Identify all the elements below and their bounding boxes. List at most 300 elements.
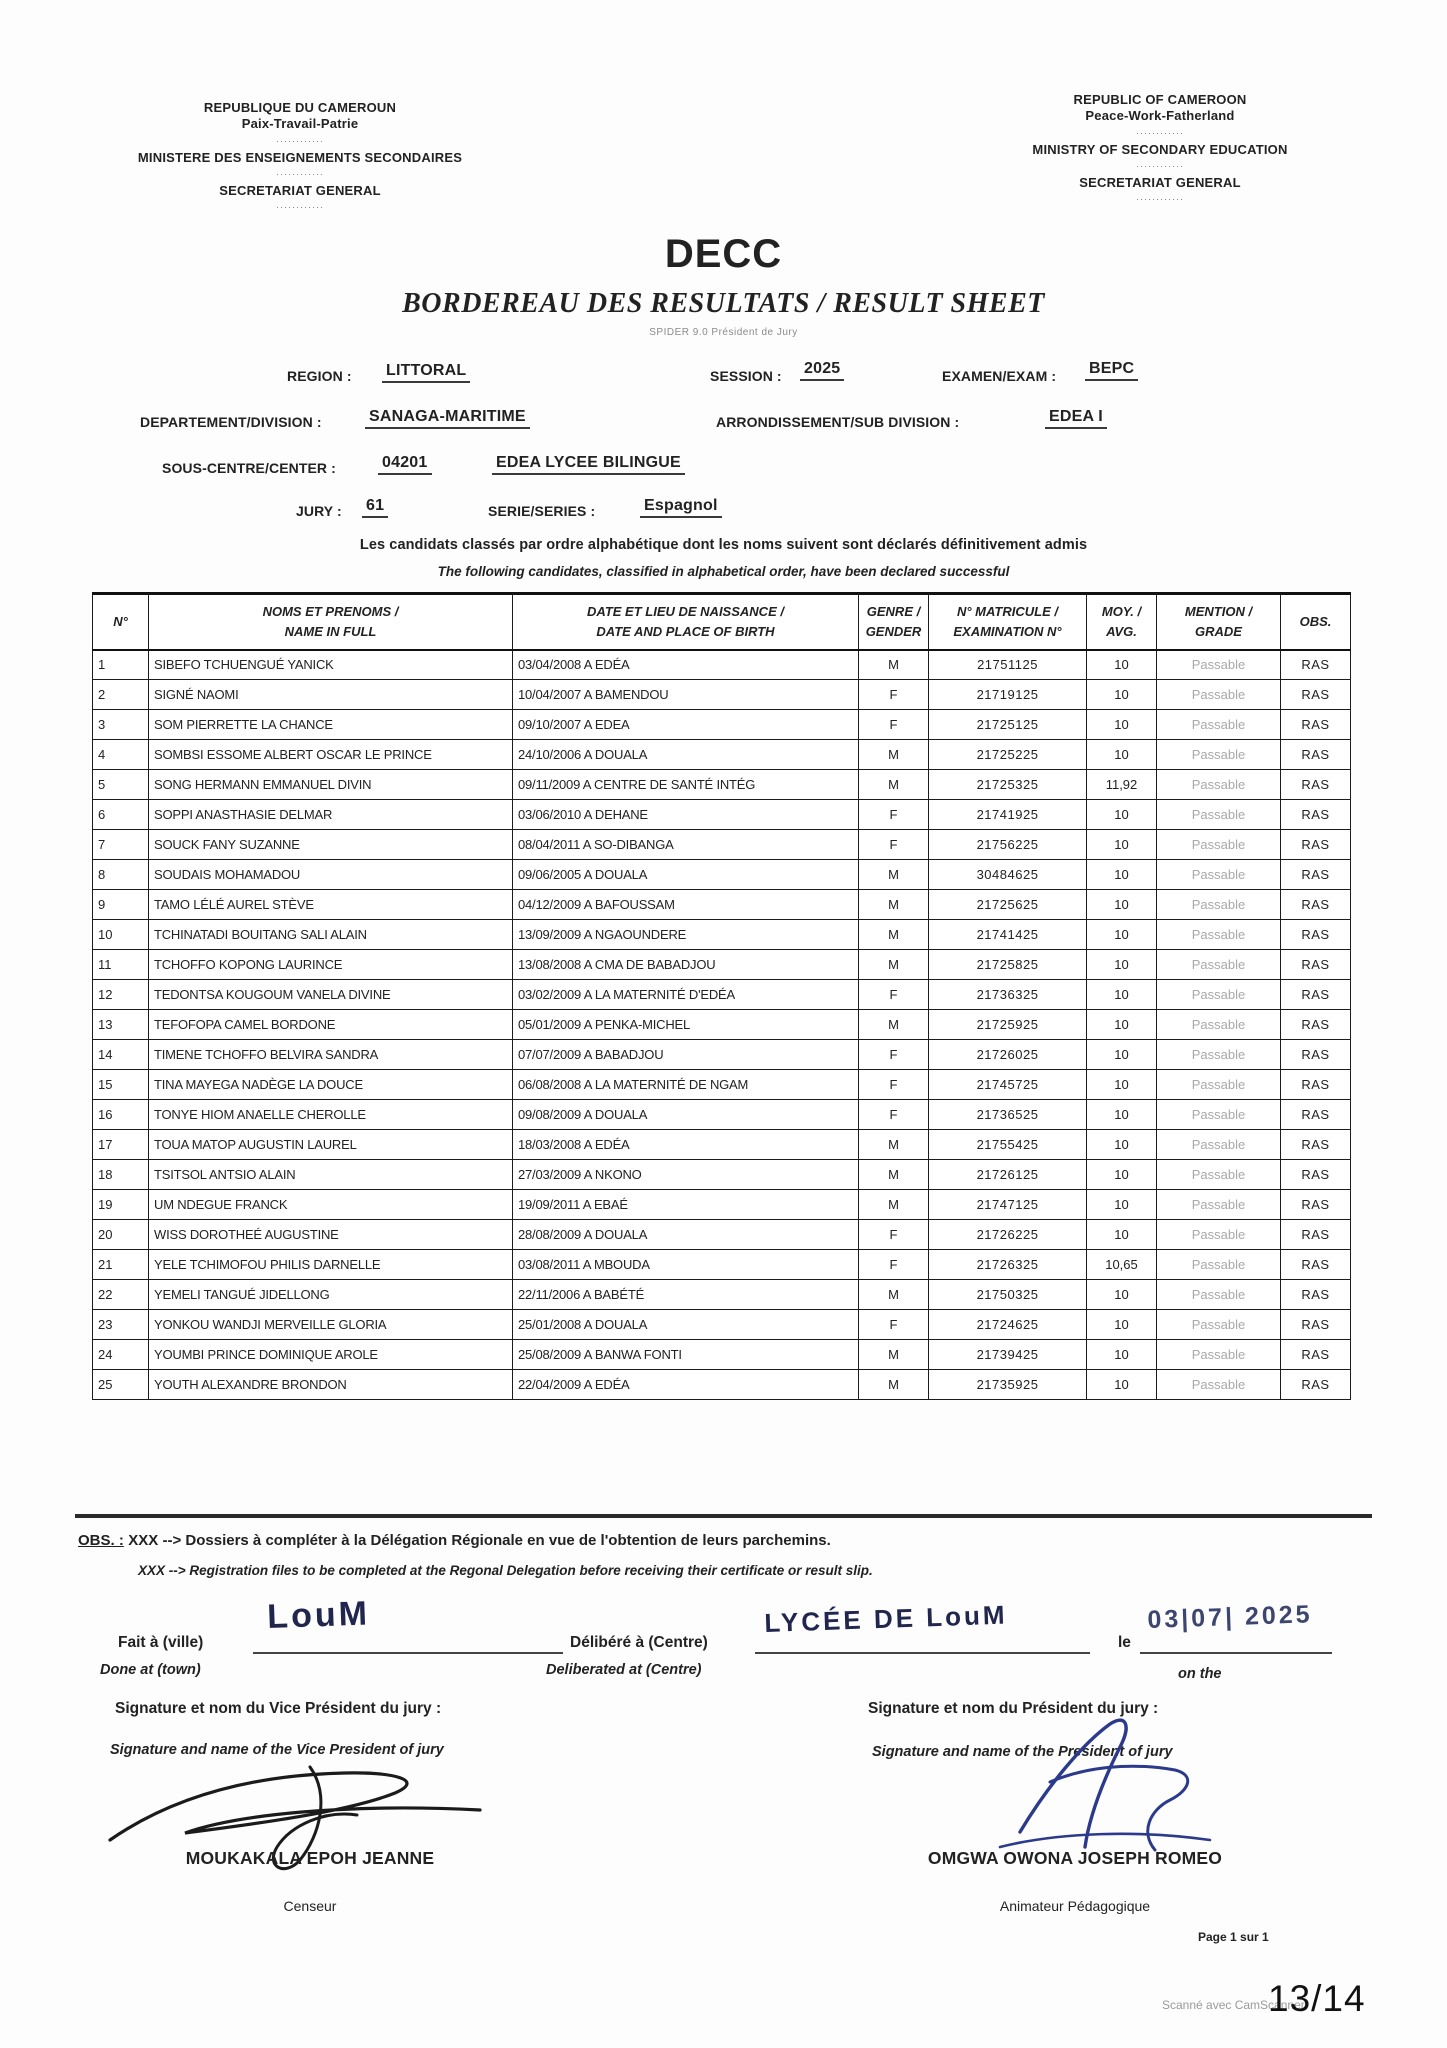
cell-birth: 25/01/2008 A DOUALA: [513, 1310, 859, 1340]
cell-mention: Passable: [1157, 740, 1281, 770]
cell-matricule: 21736525: [929, 1100, 1087, 1130]
cell-gender: M: [859, 920, 929, 950]
cell-matricule: 21747125: [929, 1190, 1087, 1220]
document-title: DECC: [664, 232, 783, 276]
deliberated-at-writing-line: [755, 1652, 1090, 1654]
cell-obs: RAS: [1281, 650, 1351, 680]
cell-gender: F: [859, 800, 929, 830]
separator-dots: ············: [276, 202, 324, 213]
cell-name: TCHOFFO KOPONG LAURINCE: [149, 950, 513, 980]
cell-num: 12: [93, 980, 149, 1010]
cell-avg: 10: [1087, 1160, 1157, 1190]
cell-num: 4: [93, 740, 149, 770]
col-header-matricule: N° MATRICULE / EXAMINATION N°: [929, 594, 1087, 650]
cell-name: YOUMBI PRINCE DOMINIQUE AROLE: [149, 1340, 513, 1370]
cell-gender: F: [859, 1040, 929, 1070]
cell-mention: Passable: [1157, 1160, 1281, 1190]
republic-en: REPUBLIC OF CAMEROON: [1073, 92, 1247, 107]
cell-name: SOUCK FANY SUZANNE: [149, 830, 513, 860]
cell-birth: 24/10/2006 A DOUALA: [513, 740, 859, 770]
cell-name: TSITSOL ANTSIO ALAIN: [149, 1160, 513, 1190]
cell-obs: RAS: [1281, 1250, 1351, 1280]
obs-text-french: XXX --> Dossiers à compléter à la Délégation Régionale en vue de l'obtention de leurs parchemins.: [128, 1532, 831, 1549]
cell-obs: RAS: [1281, 1160, 1351, 1190]
cell-birth: 27/03/2009 A NKONO: [513, 1160, 859, 1190]
separator-dots: ············: [1136, 127, 1184, 138]
cell-name: SOMBSI ESSOME ALBERT OSCAR LE PRINCE: [149, 740, 513, 770]
cell-mention: Passable: [1157, 680, 1281, 710]
table-row: [93, 980, 1351, 1010]
cell-name: SIBEFO TCHUENGUÉ YANICK: [149, 650, 513, 680]
table-row: [93, 920, 1351, 950]
cell-birth: 06/08/2008 A LA MATERNITÉ DE NGAM: [513, 1070, 859, 1100]
cell-num: 16: [93, 1100, 149, 1130]
table-row: [93, 710, 1351, 740]
table-row: [93, 1280, 1351, 1310]
cell-birth: 10/04/2007 A BAMENDOU: [513, 680, 859, 710]
cell-num: 25: [93, 1370, 149, 1400]
region-value: LITTORAL: [382, 362, 470, 383]
cell-birth: 09/10/2007 A EDEA: [513, 710, 859, 740]
cell-mention: Passable: [1157, 890, 1281, 920]
cell-obs: RAS: [1281, 950, 1351, 980]
table-row: [93, 1310, 1351, 1340]
cell-avg: 10: [1087, 680, 1157, 710]
cell-matricule: 21735925: [929, 1370, 1087, 1400]
table-row: [93, 1340, 1351, 1370]
cell-avg: 10: [1087, 980, 1157, 1010]
region-label: REGION :: [287, 368, 352, 384]
session-label: SESSION :: [710, 368, 782, 384]
cell-avg: 10: [1087, 1340, 1157, 1370]
cell-matricule: 21745725: [929, 1070, 1087, 1100]
cell-gender: M: [859, 1280, 929, 1310]
cell-gender: M: [859, 1370, 929, 1400]
cell-mention: Passable: [1157, 1010, 1281, 1040]
cell-obs: RAS: [1281, 1190, 1351, 1220]
cell-avg: 10,65: [1087, 1250, 1157, 1280]
col-header-name: NOMS ET PRENOMS / NAME IN FULL: [149, 594, 513, 650]
letterhead-english: [950, 92, 1370, 208]
obs-text-english: XXX --> Registration files to be completed at the Regonal Delegation before receiving their certificate or result slip.: [138, 1563, 873, 1578]
cell-name: WISS DOROTHEÉ AUGUSTINE: [149, 1220, 513, 1250]
cell-name: TCHINATADI BOUITANG SALI ALAIN: [149, 920, 513, 950]
cell-mention: Passable: [1157, 1220, 1281, 1250]
motto-fr: Paix-Travail-Patrie: [241, 116, 359, 132]
cell-avg: 10: [1087, 920, 1157, 950]
cell-num: 3: [93, 710, 149, 740]
cell-obs: RAS: [1281, 860, 1351, 890]
cell-avg: 10: [1087, 1190, 1157, 1220]
cell-mention: Passable: [1157, 830, 1281, 860]
separator-dots: ············: [276, 168, 324, 179]
cell-matricule: 21741425: [929, 920, 1087, 950]
cell-name: SIGNÉ NAOMI: [149, 680, 513, 710]
president-name: OMGWA OWONA JOSEPH ROMEO: [927, 1848, 1223, 1868]
cell-num: 9: [93, 890, 149, 920]
cell-mention: Passable: [1157, 1280, 1281, 1310]
cell-num: 2: [93, 680, 149, 710]
vice-president-signature-label-en: Signature and name of the Vice President of jury: [110, 1742, 444, 1758]
table-header-row: [93, 594, 1351, 650]
center-name: EDEA LYCEE BILINGUE: [492, 454, 685, 475]
cell-gender: F: [859, 830, 929, 860]
cell-num: 10: [93, 920, 149, 950]
col-header-num: N°: [93, 594, 149, 650]
cell-name: YEMELI TANGUÉ JIDELLONG: [149, 1280, 513, 1310]
table-row: [93, 740, 1351, 770]
ministry-fr: MINISTERE DES ENSEIGNEMENTS SECONDAIRES: [137, 149, 463, 165]
cell-birth: 25/08/2009 A BANWA FONTI: [513, 1340, 859, 1370]
cell-name: YELE TCHIMOFOU PHILIS DARNELLE: [149, 1250, 513, 1280]
cell-birth: 22/11/2006 A BABÉTÉ: [513, 1280, 859, 1310]
cell-obs: RAS: [1281, 1040, 1351, 1070]
cell-birth: 09/06/2005 A DOUALA: [513, 860, 859, 890]
table-row: [93, 1160, 1351, 1190]
cell-obs: RAS: [1281, 1220, 1351, 1250]
table-row: [93, 800, 1351, 830]
cell-obs: RAS: [1281, 890, 1351, 920]
cell-num: 7: [93, 830, 149, 860]
cell-matricule: 21719125: [929, 680, 1087, 710]
cell-avg: 10: [1087, 740, 1157, 770]
cell-avg: 10: [1087, 710, 1157, 740]
cell-birth: 28/08/2009 A DOUALA: [513, 1220, 859, 1250]
division-label: DEPARTEMENT/DIVISION :: [140, 414, 322, 430]
cell-num: 14: [93, 1040, 149, 1070]
cell-obs: RAS: [1281, 770, 1351, 800]
cell-birth: 03/02/2009 A LA MATERNITÉ D'EDÉA: [513, 980, 859, 1010]
cell-obs: RAS: [1281, 1310, 1351, 1340]
cell-birth: 13/09/2009 A NGAOUNDERE: [513, 920, 859, 950]
cell-avg: 10: [1087, 860, 1157, 890]
cell-mention: Passable: [1157, 950, 1281, 980]
cell-obs: RAS: [1281, 830, 1351, 860]
cell-num: 15: [93, 1070, 149, 1100]
cell-gender: M: [859, 1130, 929, 1160]
cell-avg: 10: [1087, 1370, 1157, 1400]
cell-num: 23: [93, 1310, 149, 1340]
cell-num: 5: [93, 770, 149, 800]
cell-mention: Passable: [1157, 1190, 1281, 1220]
cell-matricule: 21726125: [929, 1160, 1087, 1190]
date-writing-line: [1140, 1652, 1332, 1654]
cell-num: 13: [93, 1010, 149, 1040]
cell-gender: F: [859, 1310, 929, 1340]
done-at-writing-line: [253, 1652, 563, 1654]
cell-gender: F: [859, 1070, 929, 1100]
cell-avg: 10: [1087, 1040, 1157, 1070]
cell-name: SOPPI ANASTHASIE DELMAR: [149, 800, 513, 830]
table-row: [93, 1010, 1351, 1040]
table-row: [93, 1130, 1351, 1160]
cell-gender: M: [859, 650, 929, 680]
done-at-label-en: Done at (town): [100, 1662, 201, 1678]
cell-avg: 11,92: [1087, 770, 1157, 800]
series-label: SERIE/SERIES :: [488, 503, 596, 519]
cell-avg: 10: [1087, 1280, 1157, 1310]
cell-matricule: 21756225: [929, 830, 1087, 860]
cell-obs: RAS: [1281, 1130, 1351, 1160]
table-row: [93, 1220, 1351, 1250]
cell-mention: Passable: [1157, 1370, 1281, 1400]
president-signature: [990, 1712, 1220, 1862]
cell-num: 19: [93, 1190, 149, 1220]
cell-matricule: 21725325: [929, 770, 1087, 800]
table-row: [93, 650, 1351, 680]
cell-mention: Passable: [1157, 1130, 1281, 1160]
cell-obs: RAS: [1281, 1340, 1351, 1370]
cell-birth: 18/03/2008 A EDÉA: [513, 1130, 859, 1160]
deliberated-at-label-en: Deliberated at (Centre): [546, 1662, 702, 1678]
separator-dots: ············: [1136, 194, 1184, 205]
cell-mention: Passable: [1157, 1310, 1281, 1340]
exam-label: EXAMEN/EXAM :: [942, 368, 1057, 384]
division-value: SANAGA-MARITIME: [365, 408, 530, 429]
section-divider: [75, 1514, 1372, 1518]
cell-birth: 07/07/2009 A BABADJOU: [513, 1040, 859, 1070]
cell-birth: 08/04/2011 A SO-DIBANGA: [513, 830, 859, 860]
cell-matricule: 21726325: [929, 1250, 1087, 1280]
cell-mention: Passable: [1157, 650, 1281, 680]
republic-fr: REPUBLIQUE DU CAMEROUN: [203, 100, 397, 115]
cell-avg: 10: [1087, 1100, 1157, 1130]
cell-name: YOUTH ALEXANDRE BRONDON: [149, 1370, 513, 1400]
deliberated-at-label-fr: Délibéré à (Centre): [570, 1634, 708, 1651]
cell-name: TAMO LÉLÉ AUREL STÈVE: [149, 890, 513, 920]
col-header-gender: GENRE / GENDER: [859, 594, 929, 650]
vice-president-name: MOUKAKALA EPOH JEANNE: [185, 1848, 435, 1868]
cell-birth: 03/08/2011 A MBOUDA: [513, 1250, 859, 1280]
cell-obs: RAS: [1281, 980, 1351, 1010]
col-header-obs: OBS.: [1281, 594, 1351, 650]
cell-gender: F: [859, 980, 929, 1010]
cell-mention: Passable: [1157, 1070, 1281, 1100]
cell-matricule: 21739425: [929, 1340, 1087, 1370]
col-header-birth: DATE ET LIEU DE NAISSANCE / DATE AND PLACE OF BIRTH: [513, 594, 859, 650]
cell-avg: 10: [1087, 650, 1157, 680]
cell-matricule: 21736325: [929, 980, 1087, 1010]
cell-name: TINA MAYEGA NADÈGE LA DOUCE: [149, 1070, 513, 1100]
results-table-body: [93, 650, 1351, 1400]
cell-gender: M: [859, 950, 929, 980]
cell-mention: Passable: [1157, 710, 1281, 740]
cell-gender: M: [859, 1340, 929, 1370]
cell-gender: M: [859, 860, 929, 890]
cell-avg: 10: [1087, 1220, 1157, 1250]
exam-value: BEPC: [1085, 360, 1138, 381]
cell-gender: M: [859, 1160, 929, 1190]
cell-avg: 10: [1087, 1010, 1157, 1040]
cell-mention: Passable: [1157, 1340, 1281, 1370]
cell-gender: F: [859, 1250, 929, 1280]
cell-num: 17: [93, 1130, 149, 1160]
date-handwritten-value: 03|07| 2025: [1146, 1600, 1314, 1635]
cell-avg: 10: [1087, 1130, 1157, 1160]
cell-matricule: 21750325: [929, 1280, 1087, 1310]
date-label-fr: le: [1118, 1634, 1131, 1651]
cell-obs: RAS: [1281, 1010, 1351, 1040]
cell-birth: 03/06/2010 A DEHANE: [513, 800, 859, 830]
ministry-en: MINISTRY OF SECONDARY EDUCATION: [1032, 141, 1288, 157]
cell-birth: 09/08/2009 A DOUALA: [513, 1100, 859, 1130]
cell-mention: Passable: [1157, 770, 1281, 800]
cell-matricule: 21725225: [929, 740, 1087, 770]
cell-num: 24: [93, 1340, 149, 1370]
statement-english: The following candidates, classified in alphabetical order, have been declared successful: [437, 564, 1010, 579]
cell-obs: RAS: [1281, 920, 1351, 950]
cell-num: 11: [93, 950, 149, 980]
motto-en: Peace-Work-Fatherland: [1085, 108, 1235, 124]
letterhead-french: [90, 100, 510, 216]
cell-mention: Passable: [1157, 1100, 1281, 1130]
date-label-en: on the: [1178, 1666, 1222, 1682]
cell-gender: M: [859, 1010, 929, 1040]
table-row: [93, 830, 1351, 860]
cell-birth: 22/04/2009 A EDÉA: [513, 1370, 859, 1400]
cell-name: UM NDEGUE FRANCK: [149, 1190, 513, 1220]
cell-birth: 19/09/2011 A EBAÉ: [513, 1190, 859, 1220]
table-row: [93, 860, 1351, 890]
cell-matricule: 21725125: [929, 710, 1087, 740]
president-title: Animateur Pédagogique: [999, 1898, 1151, 1914]
cell-obs: RAS: [1281, 1100, 1351, 1130]
table-row: [93, 950, 1351, 980]
cell-avg: 10: [1087, 800, 1157, 830]
cell-name: TEDONTSA KOUGOUM VANELA DIVINE: [149, 980, 513, 1010]
cell-name: TONYE HIOM ANAELLE CHEROLLE: [149, 1100, 513, 1130]
cell-num: 8: [93, 860, 149, 890]
cell-avg: 10: [1087, 830, 1157, 860]
vice-president-title: Censeur: [283, 1898, 337, 1914]
table-row: [93, 1100, 1351, 1130]
cell-birth: 13/08/2008 A CMA DE BABADJOU: [513, 950, 859, 980]
cell-matricule: 21725625: [929, 890, 1087, 920]
cell-num: 18: [93, 1160, 149, 1190]
cell-matricule: 21741925: [929, 800, 1087, 830]
cell-gender: F: [859, 680, 929, 710]
table-row: [93, 1070, 1351, 1100]
table-row: [93, 1190, 1351, 1220]
cell-gender: M: [859, 740, 929, 770]
cell-mention: Passable: [1157, 1250, 1281, 1280]
subdivision-value: EDEA I: [1045, 408, 1107, 429]
cell-obs: RAS: [1281, 710, 1351, 740]
jury-label: JURY :: [296, 503, 342, 519]
document-subtitle: BORDEREAU DES RESULTATS / RESULT SHEET: [402, 288, 1045, 319]
cell-name: TEFOFOPA CAMEL BORDONE: [149, 1010, 513, 1040]
cell-obs: RAS: [1281, 680, 1351, 710]
cell-mention: Passable: [1157, 980, 1281, 1010]
table-row: [93, 770, 1351, 800]
results-table-wrapper: [92, 592, 1351, 1400]
table-row: [93, 680, 1351, 710]
secretariat-fr: SECRETARIAT GENERAL: [219, 182, 381, 198]
cell-gender: M: [859, 770, 929, 800]
secretariat-en: SECRETARIAT GENERAL: [1079, 174, 1241, 190]
obs-label: OBS. :: [78, 1532, 124, 1549]
cell-mention: Passable: [1157, 860, 1281, 890]
cell-avg: 10: [1087, 1070, 1157, 1100]
cell-matricule: 30484625: [929, 860, 1087, 890]
cell-name: TIMENE TCHOFFO BELVIRA SANDRA: [149, 1040, 513, 1070]
cell-name: YONKOU WANDJI MERVEILLE GLORIA: [149, 1310, 513, 1340]
president-signature-label-en: Signature and name of the President of jury: [872, 1744, 1173, 1760]
cell-name: SOM PIERRETTE LA CHANCE: [149, 710, 513, 740]
table-row: [93, 1250, 1351, 1280]
cell-matricule: 21724625: [929, 1310, 1087, 1340]
software-version-note: SPIDER 9.0 Président de Jury: [649, 327, 798, 338]
cell-obs: RAS: [1281, 1370, 1351, 1400]
cell-obs: RAS: [1281, 800, 1351, 830]
cell-matricule: 21751125: [929, 650, 1087, 680]
results-table: [92, 592, 1351, 1400]
cell-gender: M: [859, 1190, 929, 1220]
cell-birth: 03/04/2008 A EDÉA: [513, 650, 859, 680]
cell-matricule: 21726025: [929, 1040, 1087, 1070]
cell-name: SOUDAIS MOHAMADOU: [149, 860, 513, 890]
session-value: 2025: [800, 360, 844, 381]
page-note: Page 1 sur 1: [1198, 1930, 1269, 1944]
cell-matricule: 21726225: [929, 1220, 1087, 1250]
cell-obs: RAS: [1281, 1280, 1351, 1310]
cell-gender: M: [859, 890, 929, 920]
cell-matricule: 21755425: [929, 1130, 1087, 1160]
vice-president-signature-label-fr: Signature et nom du Vice Président du jury :: [115, 1700, 442, 1717]
cell-num: 21: [93, 1250, 149, 1280]
cell-gender: F: [859, 1100, 929, 1130]
cell-birth: 05/01/2009 A PENKA-MICHEL: [513, 1010, 859, 1040]
cell-mention: Passable: [1157, 920, 1281, 950]
cell-birth: 09/11/2009 A CENTRE DE SANTÉ INTÉG: [513, 770, 859, 800]
cell-name: SONG HERMANN EMMANUEL DIVIN: [149, 770, 513, 800]
deliberated-at-handwritten-value: LYCÉE DE LouM: [763, 1599, 1008, 1639]
table-row: [93, 890, 1351, 920]
done-at-label-fr: Fait à (ville): [118, 1634, 204, 1651]
cell-gender: F: [859, 1220, 929, 1250]
statement-french: Les candidats classés par ordre alphabétique dont les noms suivent sont déclarés définitivement admis: [359, 537, 1088, 553]
cell-num: 6: [93, 800, 149, 830]
president-signature-label-fr: Signature et nom du Président du jury :: [868, 1700, 1159, 1717]
cell-matricule: 21725825: [929, 950, 1087, 980]
center-label: SOUS-CENTRE/CENTER :: [162, 460, 336, 476]
cell-mention: Passable: [1157, 1040, 1281, 1070]
center-code: 04201: [378, 454, 432, 475]
table-row: [93, 1370, 1351, 1400]
jury-value: 61: [362, 497, 388, 518]
cell-name: TOUA MATOP AUGUSTIN LAUREL: [149, 1130, 513, 1160]
cell-obs: RAS: [1281, 740, 1351, 770]
separator-dots: ············: [1136, 160, 1184, 171]
cell-num: 20: [93, 1220, 149, 1250]
cell-avg: 10: [1087, 1310, 1157, 1340]
separator-dots: ············: [276, 135, 324, 146]
cell-obs: RAS: [1281, 1070, 1351, 1100]
cell-mention: Passable: [1157, 800, 1281, 830]
scan-watermark: Scanné avec CamScanner: [1162, 1998, 1305, 2012]
series-value: Espagnol: [640, 497, 722, 518]
cell-matricule: 21725925: [929, 1010, 1087, 1040]
cell-birth: 04/12/2009 A BAFOUSSAM: [513, 890, 859, 920]
subdivision-label: ARRONDISSEMENT/SUB DIVISION :: [716, 414, 960, 430]
cell-num: 22: [93, 1280, 149, 1310]
cell-gender: F: [859, 710, 929, 740]
col-header-mention: MENTION / GRADE: [1157, 594, 1281, 650]
table-row: [93, 1040, 1351, 1070]
page-number: 13/14: [1268, 1978, 1366, 2019]
cell-avg: 10: [1087, 950, 1157, 980]
col-header-avg: MOY. / AVG.: [1087, 594, 1157, 650]
